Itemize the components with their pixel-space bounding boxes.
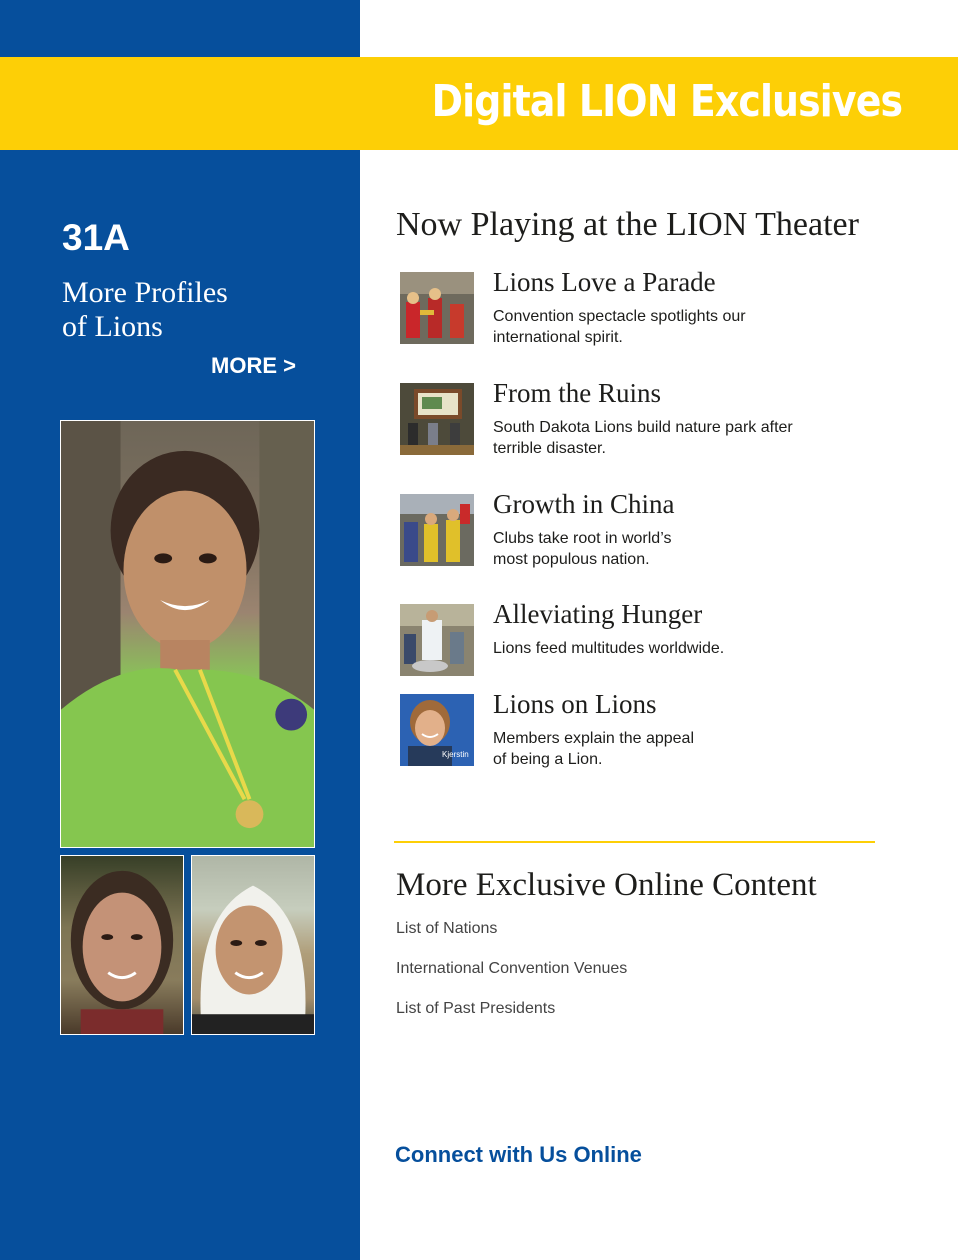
- video-description-line-2: international spirit.: [493, 329, 623, 346]
- profiles-heading-line-2: of Lions: [62, 310, 163, 343]
- video-thumbnail-china[interactable]: [400, 494, 474, 566]
- video-title-hunger[interactable]: Alleviating Hunger: [493, 599, 703, 629]
- video-item-hunger[interactable]: [400, 599, 880, 684]
- profile-photo-3[interactable]: [191, 855, 315, 1035]
- profile-photo-main[interactable]: [60, 420, 315, 848]
- video-description-line-1: Members explain the appeal: [493, 730, 695, 747]
- video-title-parade[interactable]: Lions Love a Parade: [493, 267, 716, 297]
- profile-photo-2[interactable]: [60, 855, 184, 1035]
- video-description-china: [493, 528, 833, 570]
- video-description-lions-on-lions: [493, 728, 833, 770]
- section-divider: [394, 841, 875, 843]
- video-description-hunger: [493, 638, 833, 659]
- video-description-line-1: Lions feed multitudes worldwide.: [493, 640, 725, 657]
- video-description-line-1: South Dakota Lions build nature park after: [493, 419, 793, 436]
- video-description-parade: [493, 306, 833, 348]
- video-item-china[interactable]: [400, 489, 880, 574]
- profiles-heading: [62, 276, 322, 344]
- thumbnail-caption: Kjerstin: [442, 750, 469, 759]
- video-description-line-2: of being a Lion.: [493, 751, 603, 768]
- video-item-ruins[interactable]: [400, 378, 880, 463]
- link-convention-venues[interactable]: International Convention Venues: [396, 960, 628, 977]
- exclusive-content-heading: More Exclusive Online Content: [396, 867, 817, 903]
- banner-title: Digital LION Exclusives: [431, 76, 902, 127]
- video-description-line-1: Clubs take root in world’s: [493, 530, 672, 547]
- theater-heading: Now Playing at the LION Theater: [396, 206, 859, 243]
- video-title-lions-on-lions[interactable]: Lions on Lions: [493, 689, 657, 719]
- video-description-line-2: terrible disaster.: [493, 440, 606, 457]
- link-past-presidents[interactable]: List of Past Presidents: [396, 1000, 556, 1017]
- video-title-ruins[interactable]: From the Ruins: [493, 378, 662, 408]
- more-profiles-link[interactable]: MORE >: [211, 353, 296, 378]
- video-item-lions-on-lions[interactable]: [400, 689, 880, 774]
- page-number: 31A: [62, 217, 130, 258]
- video-thumbnail-hunger[interactable]: [400, 604, 474, 676]
- video-description-ruins: [493, 417, 833, 459]
- video-item-parade[interactable]: [400, 267, 880, 352]
- video-thumbnail-parade[interactable]: [400, 272, 474, 344]
- video-thumbnail-ruins[interactable]: [400, 383, 474, 455]
- connect-online-link[interactable]: Connect with Us Online: [395, 1142, 642, 1167]
- link-list-of-nations[interactable]: List of Nations: [396, 920, 498, 937]
- video-title-china[interactable]: Growth in China: [493, 489, 675, 519]
- video-description-line-1: Convention spectacle spotlights our: [493, 308, 746, 325]
- video-thumbnail-lions-on-lions[interactable]: [400, 694, 474, 766]
- profiles-heading-line-1: More Profiles: [62, 276, 228, 309]
- video-description-line-2: most populous nation.: [493, 551, 650, 568]
